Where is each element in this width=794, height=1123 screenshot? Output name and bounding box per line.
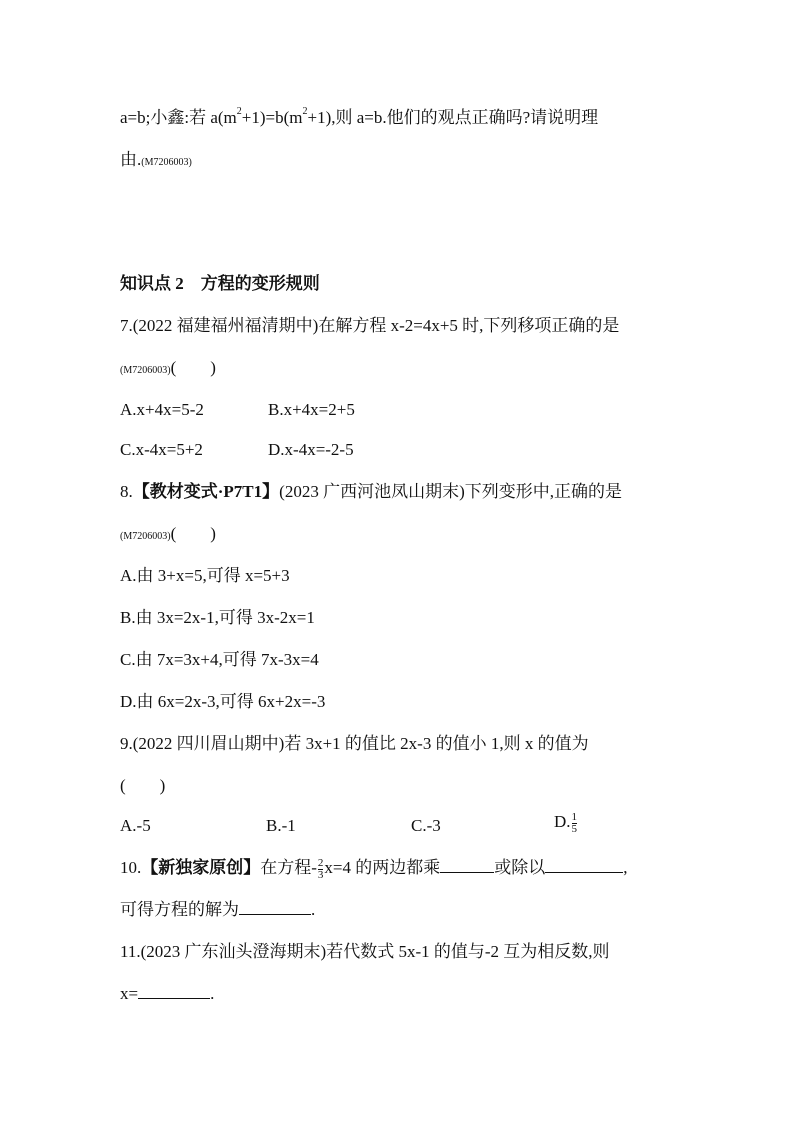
q11-stem: 11.(2023 广东汕头澄海期末)若代数式 5x-1 的值与-2 互为相反数,则 — [120, 942, 610, 961]
q7-option-a: A.x+4x=5-2 — [120, 400, 204, 419]
q8-option-b: B.由 3x=2x-1,可得 3x-2x=1 — [120, 608, 315, 627]
q9-option-d: D. $\frac{1}{5}$ — [554, 810, 578, 835]
q8-code-line: (M7206003)( ) — [120, 524, 216, 543]
q8-option-c: C.由 7x=3x+4,可得 7x-3x=4 — [120, 650, 319, 669]
q10-blank-2[interactable] — [545, 856, 623, 873]
q7-option-c: C.x-4x=5+2 — [120, 440, 203, 459]
q9-stem: 9.(2022 四川眉山期中)若 3x+1 的值比 2x-3 的值小 1,则 x 的值为 — [120, 734, 589, 753]
q9-option-b: B.-1 — [266, 816, 296, 835]
q8-option-a: A.由 3+x=5,可得 x=5+3 — [120, 566, 290, 585]
q10-blank-3[interactable] — [239, 898, 311, 915]
q9-paren: ( ) — [120, 776, 166, 795]
q10-fraction: $\frac{2}{3}$ — [317, 856, 324, 881]
q10-line-1: 10.【新独家原创】在方程- $\frac{2}{3}$ x=4 的两边都乘 或除以 , — [120, 856, 628, 881]
carry-line-1: a=b;小鑫:若 $a(m^2+1)=b(m^2+1)$,则 a=b.他们的观点正确吗?请说明理 — [120, 106, 599, 127]
q10-tag: 【新独家原创】 — [141, 858, 261, 877]
q8-tag: 【教材变式·P7T1】 — [132, 482, 280, 501]
section-heading: 知识点 2 方程的变形规则 — [120, 274, 320, 293]
q7-code-line: (M7206003)( ) — [120, 358, 216, 377]
q8-stem: 8.【教材变式·P7T1】(2023 广西河池凤山期末)下列变形中,正确的是 — [120, 482, 622, 501]
q7-option-b: B.x+4x=2+5 — [268, 400, 355, 419]
q7-option-d: D.x-4x=-2-5 — [268, 440, 354, 459]
q8-option-d: D.由 6x=2x-3,可得 6x+2x=-3 — [120, 692, 326, 711]
q9-option-d-fraction: $\frac{1}{5}$ — [571, 810, 578, 835]
q11-line-2: x= . — [120, 984, 215, 1003]
q7-stem: 7.(2022 福建福州福清期中)在解方程 x-2=4x+5 时,下列移项正确的是 — [120, 316, 620, 335]
q10-blank-1[interactable] — [440, 856, 494, 873]
q10-line-2: 可得方程的解为 . — [120, 900, 316, 919]
q11-blank[interactable] — [138, 982, 210, 999]
carry-line-2: 由.(M7206003) — [120, 150, 192, 169]
q9-option-a: A.-5 — [120, 816, 151, 835]
q9-option-c: C.-3 — [411, 816, 441, 835]
